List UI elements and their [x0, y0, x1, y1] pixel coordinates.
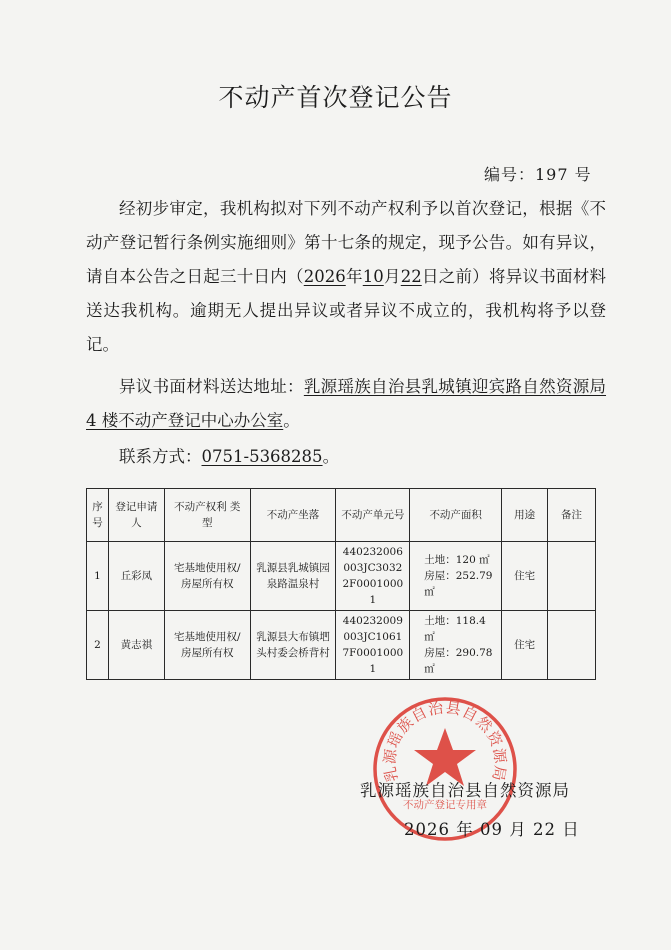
deadline-month: 10: [362, 267, 384, 286]
cell-area: [410, 611, 502, 680]
registration-table: [86, 488, 596, 680]
cell-remark: [548, 542, 596, 611]
header-applicant: 登记申请人: [108, 489, 164, 542]
table-header-row: [87, 489, 596, 542]
header-right-type: 不动产权利 类型: [164, 489, 250, 542]
cell-use: 住宅: [502, 611, 548, 680]
cell-area: [410, 542, 502, 611]
table-row: [87, 542, 596, 611]
cell-house-area: 房屋：252.79 ㎡: [424, 570, 493, 598]
deadline-day: 22: [400, 267, 422, 286]
paragraph-contact: [86, 440, 606, 474]
cell-land-area: 土地：118.4 ㎡: [424, 615, 486, 643]
cell-use: 住宅: [502, 542, 548, 611]
cell-house-area: 房屋：290.78 ㎡: [424, 647, 493, 675]
cell-location: 乳源县大布镇垇头村委会桥背村: [250, 611, 336, 680]
cell-location: 乳源县乳城镇园泉路温泉村: [250, 542, 336, 611]
page-title: 不动产首次登记公告: [218, 83, 453, 112]
contact-phone: 0751-5368285: [201, 447, 323, 466]
cell-index: 2: [87, 611, 109, 680]
cell-applicant: 黄志祺: [108, 611, 164, 680]
deadline-month-unit: 月: [383, 267, 401, 286]
signature-date: 2026 年 09 月 22 日: [404, 820, 580, 839]
cell-index: 1: [87, 542, 109, 611]
deadline-suffix: 日之前）: [421, 267, 489, 286]
announcement-text-end: 将异议书面材料送达我机构。逾期无人提出异议或者异议不成立的，我机构将予以登记。: [86, 267, 606, 354]
document-number: 编号：197 号: [484, 165, 592, 184]
header-index: 序号: [87, 489, 109, 542]
cell-unit-no: 440232006003JC30322F00010001: [336, 542, 410, 611]
address-label: 异议书面材料送达地址：: [119, 377, 304, 396]
table-row: [87, 611, 596, 680]
cell-right-type: 宅基地使用权/房屋所有权: [164, 611, 250, 680]
cell-right-type: 宅基地使用权/房屋所有权: [164, 542, 250, 611]
deadline-year-unit: 年: [345, 267, 363, 286]
cell-unit-no: 440232009003JC10617F00010001: [336, 611, 410, 680]
deadline-year: 2026: [303, 267, 346, 286]
cell-applicant: 丘彩凤: [108, 542, 164, 611]
header-unit-no: 不动产单元号: [336, 489, 410, 542]
header-use: 用途: [502, 489, 548, 542]
paragraph-objection-address: [86, 370, 606, 438]
cell-remark: [548, 611, 596, 680]
announcement-text: 经初步审定，我机构拟对下列不动产权利予以首次登记，根据《不动产登记暂行条例实施细则》第十七条的规定，现予公告。如有异议，请自本公告之日起三十日内（: [86, 199, 606, 286]
header-area: 不动产面积: [410, 489, 502, 542]
contact-end: 。: [322, 447, 340, 466]
header-remark: 备注: [548, 489, 596, 542]
address-end: 。: [283, 411, 300, 430]
address-value: 乳源瑶族自治县乳城镇迎宾路自然资源局 4 楼不动产登记中心办公室: [86, 377, 607, 430]
seal-inner-text: 不动产登记专用章: [403, 799, 487, 811]
header-location: 不动产坐落: [250, 489, 336, 542]
cell-land-area: 土地：120 ㎡: [424, 554, 490, 566]
seal-outer-text: 乳源瑶族自治县自然资源局: [380, 698, 510, 784]
signature-organization: 乳源瑶族自治县自然资源局: [360, 781, 570, 800]
contact-label: 联系方式：: [119, 447, 202, 466]
paragraph-announcement: [86, 192, 606, 362]
